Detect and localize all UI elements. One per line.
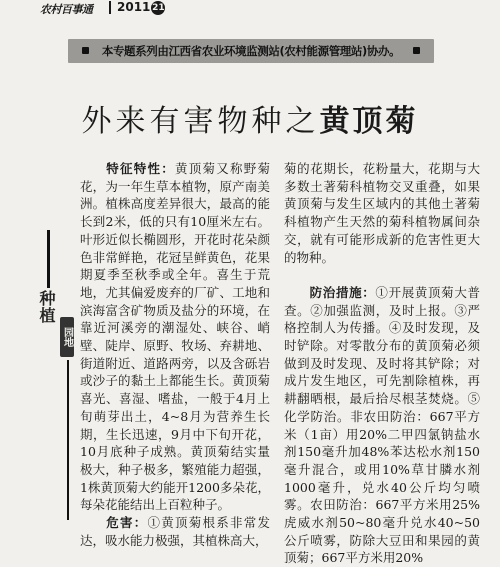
column-badge: 园地 bbox=[60, 317, 74, 357]
paragraph-harm-continued bbox=[284, 160, 480, 266]
masthead bbox=[0, 0, 500, 16]
left-column bbox=[80, 160, 270, 549]
issue-label bbox=[117, 0, 165, 15]
paragraph-text: ①开展黄顶菊大普查。②加强监测，及时上报。③严格控制人为传播。④及时发现，及时铲除。对零散分布的黄顶菊必须做到及时发现、及时将其铲除；对成片发生地区，可先割除植株，再耕翻晒根，最后拾尽根茎焚烧。⑤化学防治。非农田防治：667平方米（1亩）用20%二甲四氯钠盐水剂150毫升加48%苯达松水剂150毫升混合，或用10%草甘膦水剂1000毫升，兑水40公斤均匀喷雾。农田防治：667平方米用25%虎威水剂50~80毫升兑水40~50公斤喷雾，防除大豆田和果园的黄顶菊；667平方米用20% bbox=[284, 284, 480, 566]
title-species: 黄顶菊 bbox=[319, 104, 419, 139]
section-heading: 防治措施： bbox=[309, 284, 376, 300]
sponsor-text: 本专题系列由江西省农业环境监测站(农村能源管理站)协办。 bbox=[101, 44, 401, 58]
sponsor-banner bbox=[68, 39, 434, 63]
column-rule-bottom bbox=[67, 360, 69, 520]
paragraph-harm bbox=[80, 514, 270, 549]
issue-year: 2011 bbox=[117, 0, 151, 14]
paragraph-text: 菊的花期长，花粉量大，花期与大多数土著菊科植物交叉重叠，如果黄顶菊与发生区域内的其他土著菊科植物产生天然的菊科植物属间杂交，就有可能形成新的危害性更大的物种。 bbox=[284, 161, 480, 265]
paragraph-characteristics bbox=[80, 160, 270, 514]
masthead-divider bbox=[109, 1, 111, 14]
paragraph-text: 黄顶菊又称野菊花，为一年生草本植物，原产南美洲。植株高度差异很大，最高的能长到2米，低的只有10厘米左右。叶形近似长椭圆形，开花时花朵颜色非常鲜艳，花冠呈鲜黄色，花果期夏季至秋季或全年。喜生于荒地，尤其偏爱废弃的厂矿、工地和滨海富含矿物质及盐分的环境，在靠近河溪旁的潮湿处、峡谷、峭壁、陡岸、原野、牧场、弃耕地、街道附近、道路两旁，以及含砾岩或沙子的黏土上都能生长。黄顶菊喜光、喜湿、嗜盐，一般于4月上旬萌芽出土，4~8月为营养生长期，生长迅速，9月中下旬开花，10月底种子成熟。黄顶菊结实量极大，种子极多，繁殖能力超强，1株黄顶菊大约能开1200多朵花，每朵花能结出上百粒种子。 bbox=[80, 161, 270, 513]
issue-number-badge: 21 bbox=[152, 3, 165, 13]
paragraph-text: ①黄顶菊根系非常发达，吸水能力极强，其植株高大， bbox=[80, 515, 270, 548]
square-bullet-icon bbox=[82, 47, 89, 54]
publication-name: 农村百事通 bbox=[40, 3, 93, 16]
column-tag bbox=[27, 290, 73, 350]
square-bullet-icon bbox=[413, 47, 420, 54]
column-name: 种植 bbox=[37, 290, 56, 324]
section-heading: 特征特性： bbox=[105, 161, 175, 176]
article-title bbox=[0, 96, 500, 140]
column-rule-top bbox=[47, 230, 50, 288]
title-prefix: 外来有害物种之 bbox=[81, 104, 320, 139]
right-column bbox=[284, 160, 480, 567]
section-heading: 危害： bbox=[105, 515, 148, 531]
paragraph-control bbox=[284, 284, 480, 567]
